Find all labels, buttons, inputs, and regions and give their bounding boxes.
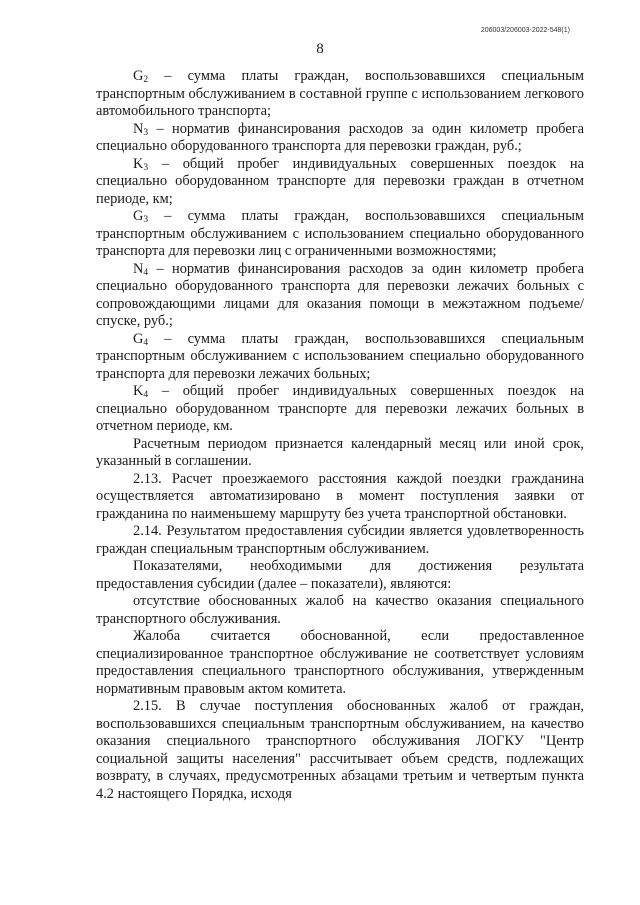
paragraph-text: – сумма платы граждан, воспользовавшихся специальным транспортным обслуживанием с использованием специально оборудованного транспорта для перевозки лиц с ограниченными возможностями; xyxy=(96,208,584,259)
document-body xyxy=(96,68,584,803)
formula-symbol: N xyxy=(133,120,144,137)
paragraph-text: 2.13. Расчет проезжаемого расстояния каждой поездки гражданина осуществляется автоматизировано в момент поступления заявки от гражданина по наименьшему маршруту без учета транспортной обстановки. xyxy=(96,470,584,522)
formula-subscript: 3 xyxy=(143,127,149,138)
formula-symbol: N xyxy=(133,260,144,277)
paragraph-text: – общий пробег индивидуальных совершенных поездок на специально оборудованном транспорте для перевозки граждан в отчетном периоде, км; xyxy=(96,155,584,207)
paragraph-text: 2.14. Результатом предоставления субсидии является удовлетворенность граждан специальным транспортным обслуживанием. xyxy=(96,523,584,557)
paragraph xyxy=(96,331,584,384)
paragraph-text: – сумма платы граждан, воспользовавшихся специальным транспортным обслуживанием в составной группе с использованием легкового автомобильного транспорта; xyxy=(96,68,584,119)
paragraph xyxy=(96,261,584,331)
paragraph xyxy=(96,593,584,628)
paragraph xyxy=(96,383,584,436)
formula-symbol: K xyxy=(133,383,144,399)
formula-symbol: G xyxy=(133,208,144,224)
formula-subscript: 4 xyxy=(143,267,149,278)
paragraph-text: – норматив финансирования расходов за один километр пробега специально оборудованного транспорта для перевозки лежачих больных с сопровождающими лицами для оказания помощи в межэтажном подъеме/спуске, руб.; xyxy=(96,260,584,329)
formula-subscript: 4 xyxy=(143,337,149,348)
paragraph-text: Расчетным периодом признается календарный месяц или иной срок, указанный в соглашении. xyxy=(96,435,584,469)
page-number: 8 xyxy=(316,41,324,57)
paragraph-text: Показателями, необходимыми для достижения результата предоставления субсидии (далее – показатели), являются: xyxy=(96,558,584,592)
paragraph-text: – общий пробег индивидуальных совершенных поездок на специально оборудованном транспорте для перевозки лежачих больных в отчетном периоде, км. xyxy=(96,383,584,434)
paragraph xyxy=(96,471,584,524)
document-reference: 206003/206003-2022-548(1) xyxy=(480,27,570,34)
formula-subscript: 3 xyxy=(143,215,149,225)
paragraph xyxy=(96,208,584,261)
paragraph-text: – норматив финансирования расходов за один километр пробега специально оборудованного транспорта для перевозки граждан, руб.; xyxy=(96,120,584,154)
formula-subscript: 4 xyxy=(143,390,149,400)
paragraph xyxy=(96,558,584,593)
formula-subscript: 2 xyxy=(143,75,149,85)
paragraph-text: – сумма платы граждан, воспользовавшихся специальным транспортным обслуживанием с использованием специально оборудованного транспорта для перевозки лежачих больных; xyxy=(96,330,584,382)
paragraph-text: Жалоба считается обоснованной, если предоставленное специализированное транспортное обслуживание не соответствует условиям предоставления специального транспортного обслуживания, утвержденным нормативным правовым актом комитета. xyxy=(96,628,584,697)
paragraph xyxy=(96,698,584,803)
formula-symbol: G xyxy=(133,330,144,347)
paragraph xyxy=(96,523,584,558)
paragraph xyxy=(96,121,584,156)
formula-subscript: 3 xyxy=(143,162,149,173)
paragraph xyxy=(96,436,584,471)
paragraph-text: отсутствие обоснованных жалоб на качество оказания специального транспортного обслуживания. xyxy=(96,593,584,627)
paragraph-text: 2.15. В случае поступления обоснованных жалоб от граждан, воспользовавшихся специальным транспортным обслуживанием, на качество оказания специального транспортного обслуживания ЛОГКУ "Центр социальной защиты населения" рассчитывает объем средств, подлежащих возврату, в случаях, предусмотренных абзацами третьим и четвертым пункта 4.2 настоящего Порядка, исходя xyxy=(96,698,584,802)
paragraph xyxy=(96,68,584,121)
formula-symbol: G xyxy=(133,68,144,84)
paragraph xyxy=(96,628,584,698)
formula-symbol: K xyxy=(133,155,144,172)
paragraph xyxy=(96,156,584,209)
